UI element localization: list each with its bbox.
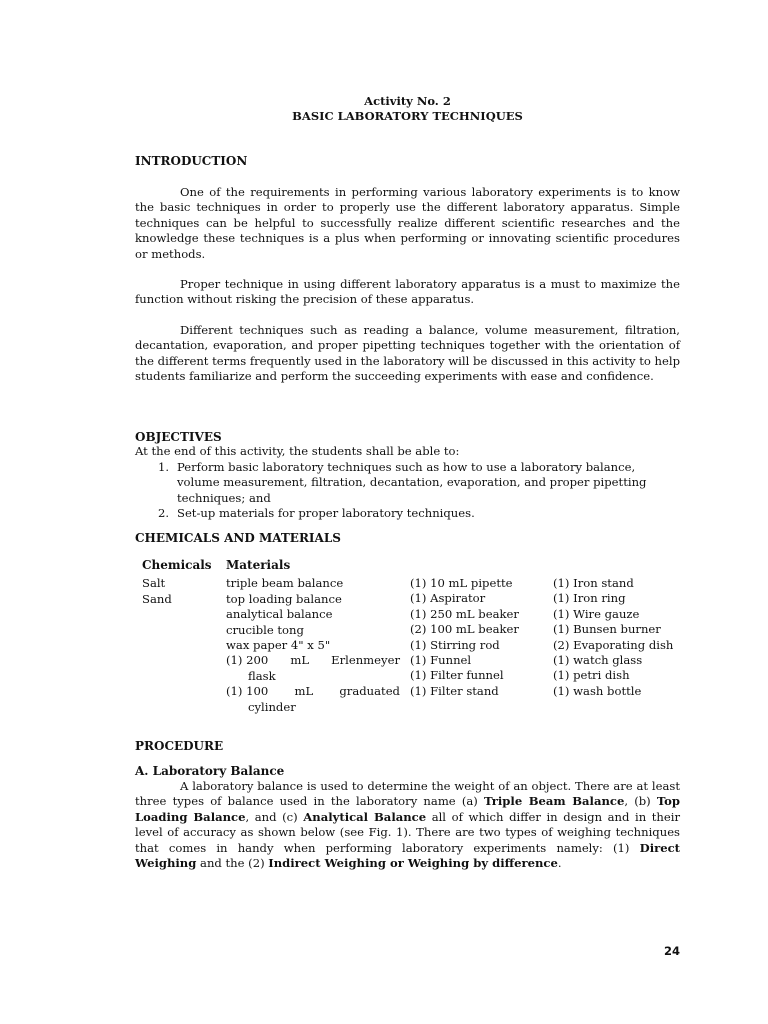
analytical-balance-term: Analytical Balance [303,809,427,824]
material-item: top loading balance [226,591,342,606]
procedure-heading: PROCEDURE [135,739,224,753]
materials-column-2 [410,576,519,699]
material-item: analytical balance [226,607,333,622]
indirect-weighing-term: Indirect Weighing or Weighing by difference [268,856,558,871]
material-item: (1) 10 mL pipette [410,576,513,590]
material-item: (1) Filter funnel [410,668,504,683]
material-item: (1) watch glass [553,653,643,668]
material-item: wax paper 4" x 5" [226,638,331,653]
materials-column-1 [226,558,400,715]
procedure-paragraph: A laboratory balance is used to determine the weight of an object. There are at least three types of balance used in the laboratory name (a) Triple Beam Balance, (b) Top Loading Balance, and (c) Analytical Balance all of which differ in design and in their level of accuracy as shown below (see Fig. 1). There are two types of weighing techniques that comes in handy when performing laboratory experiments namely: (1) Direct Weighing and the (2) Indirect Weighing or Weighing by difference. [135,779,680,871]
chemicals-column [142,558,212,607]
chemicals-header: Chemicals [142,558,212,572]
material-item: (1) petri dish [553,668,630,683]
objectives-list [158,460,668,522]
material-item: (1) Filter stand [410,683,499,698]
materials-header: Materials [226,558,291,572]
introduction-paragraph-3: Different techniques such as reading a balance, volume measurement, filtration, decantation, evaporation, and proper pipetting techniques together with the orientation of the different terms frequently used in the laboratory will be discussed in this activity to help students familiarize and perform the succeeding experiments with ease and confidence. [135,323,680,384]
material-item: crucible tong [226,622,304,637]
objectives-lead: At the end of this activity, the students shall be able to: [135,444,460,458]
materials-column-3 [553,576,673,699]
material-item-continuation: flask [248,668,276,683]
material-item: (1) 100 mL graduated [226,684,400,699]
material-item: (1) Wire gauze [553,606,640,621]
section-a-heading: A. Laboratory Balance [135,764,285,778]
objective-item: 1. Perform basic laboratory techniques such as how to use a laboratory balance, volume measurement, filtration, decantation, evaporation, and proper pipetting techniques; and [158,460,647,505]
chemicals-materials-heading: CHEMICALS AND MATERIALS [135,531,341,545]
document-title: BASIC LABORATORY TECHNIQUES [292,109,523,123]
material-item: (1) 200 mL Erlenmeyer [226,653,400,668]
activity-number: Activity No. 2 [364,94,451,108]
direct-weighing-term: Direct Weighing [135,840,680,871]
material-item: (1) Bunsen burner [553,622,661,637]
objective-item: 2. Set-up materials for proper laboratory techniques. [158,506,475,521]
material-item: (1) Funnel [410,653,472,668]
material-item: triple beam balance [226,576,344,591]
material-item: (1) 250 mL beaker [410,606,519,621]
introduction-paragraph-2: Proper technique in using different laboratory apparatus is a must to maximize the function without risking the precision of these apparatus. [135,277,680,307]
material-item: (1) wash bottle [553,683,642,698]
triple-beam-balance-term: Triple Beam Balance [484,794,625,809]
material-item: (1) Stirring rod [410,637,500,652]
introduction-heading: INTRODUCTION [135,154,248,168]
chemical-item: Salt [142,576,166,591]
material-item: (2) 100 mL beaker [410,622,519,637]
material-item: (1) Aspirator [410,591,486,606]
material-item: (1) Iron ring [553,591,626,606]
document-page [135,0,680,1024]
material-item: (1) Iron stand [553,576,634,590]
material-item-continuation: cylinder [248,699,296,714]
chemical-item: Sand [142,591,172,606]
material-item: (2) Evaporating dish [553,637,674,652]
page-number: 24 [663,944,680,958]
objectives-heading: OBJECTIVES [135,430,222,444]
top-loading-balance-term: Top Loading Balance [135,794,680,824]
introduction-paragraph-1: One of the requirements in performing various laboratory experiments is to know the basic techniques in order to properly use the different laboratory apparatus. Simple techniques can be helpful to successfully realize different scientific researches and the knowledge these techniques is a plus when performing or innovating scientific procedures or methods. [135,185,680,261]
